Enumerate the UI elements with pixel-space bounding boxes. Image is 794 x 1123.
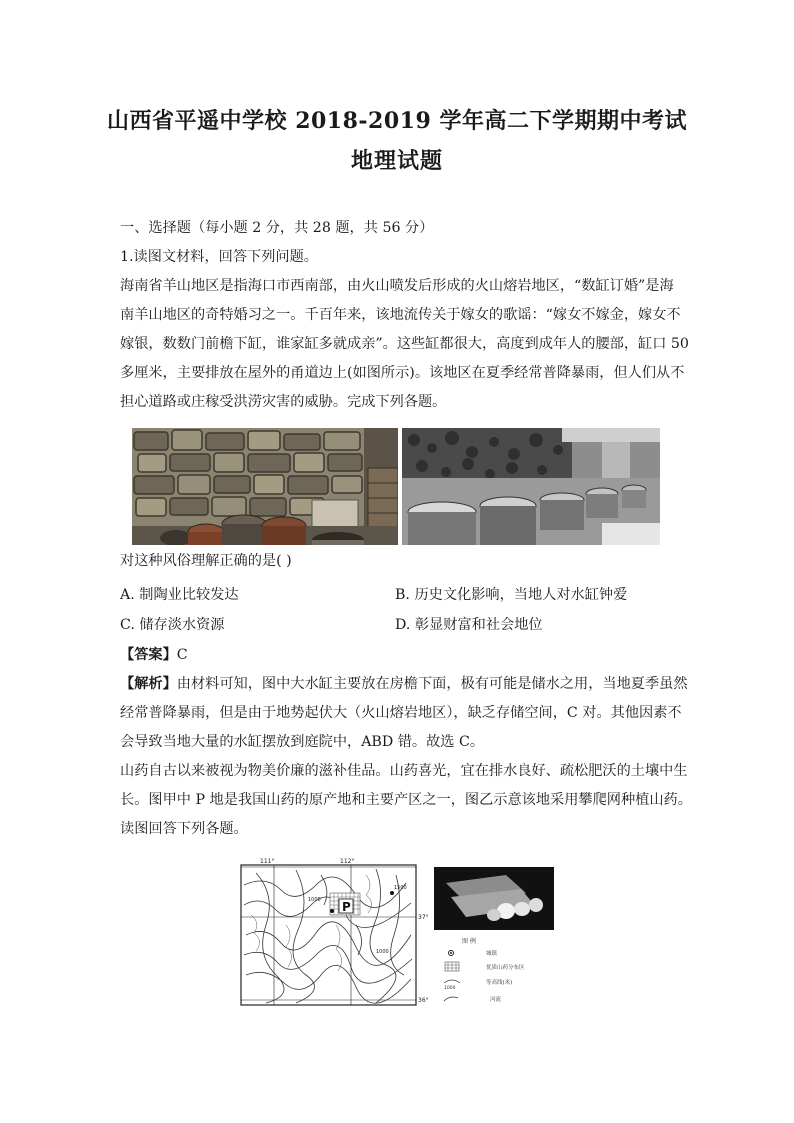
page-title: 山西省平遥中学校 2018-2019 学年高二下学期期中考试: [107, 108, 687, 134]
longitude-label: 112°: [340, 858, 355, 865]
lava-wall-jars-photo: [402, 428, 660, 545]
legend-item: 城镇: [486, 951, 498, 957]
legend-item: 等高线(米): [486, 980, 513, 986]
material-line: 海南省羊山地区是指海口市西南部，由火山喷发后形成的火山熔岩地区，“数缸订婚”是海: [120, 278, 674, 294]
question-1-answer: [120, 641, 692, 844]
jar-photos: [132, 428, 660, 545]
page-subtitle: 地理试题: [350, 148, 443, 174]
option-b: B. 历史文化影响，当地人对水缸钟爱: [395, 587, 628, 603]
question-stem: 对这种风俗理解正确的是( ): [120, 553, 292, 569]
answer-tag: 【答案】: [120, 647, 177, 663]
legend-contour-value: 1000: [444, 986, 456, 991]
analysis-text: 经常普降暴雨，但是由于地势起伏大（火山熔岩地区），缺乏存储空间，C 对。其他因素不: [120, 705, 682, 721]
analysis-line: [120, 670, 688, 699]
option-row: [120, 614, 680, 642]
material-line: 读图回答下列各题。: [120, 821, 248, 837]
answer-line: [120, 641, 676, 670]
town-marker: [330, 909, 334, 913]
analysis-tag: 【解析】: [120, 676, 177, 692]
analysis-text: 会导致当地大量的水缸摆放到庭院中，ABD 错。故选 C。: [120, 734, 485, 750]
material-line: 长。图甲中 P 地是我国山药的原产地和主要产区之一，图乙示意该地采用攀爬网种植山药。: [120, 792, 692, 808]
latitude-label: 37°: [418, 914, 429, 921]
stone-wall-jars-photo: [132, 428, 398, 545]
legend-title: 图 例: [462, 938, 476, 945]
option-a: A. 制陶业比较发达: [120, 587, 239, 603]
option-d: D. 彰显财富和社会地位: [395, 617, 543, 633]
point-p-label: P: [342, 900, 351, 914]
question-1-stem: [120, 547, 676, 576]
legend-item: 优质山药分布区: [486, 965, 525, 971]
latitude-label: 36°: [418, 997, 429, 1004]
material-line: 山药自古以来被视为物美价廉的滋补佳品。山药喜光，宜在排水良好、疏松肥沃的土壤中生: [120, 763, 688, 779]
material-line: 多厘米，主要排放在屋外的甬道边上(如图所示)。该地区在夏季经常普降暴雨，但人们从不: [120, 365, 685, 381]
material-line: 担心道路或庄稼受洪涝灾害的威胁。完成下列各题。: [120, 394, 447, 410]
legend-item: 河流: [490, 997, 502, 1003]
option-row: [120, 584, 680, 612]
question-1-text: [120, 214, 689, 417]
contour-label: 1000: [376, 949, 389, 955]
river-legend-icon: [444, 997, 458, 1001]
option-c: C. 储存淡水资源: [120, 617, 225, 633]
contour-label: 1500: [394, 885, 407, 891]
yam-photo: [434, 867, 554, 930]
section-heading: 一、选择题（每小题 2 分，共 28 题，共 56 分）: [120, 220, 434, 236]
material-line: 南羊山地区的奇特婚习之一。千百年来，该地流传关于嫁女的歌谣：“嫁女不嫁金，嫁女不: [120, 307, 681, 323]
question-intro: 1.读图文材料，回答下列问题。: [120, 249, 318, 265]
town-marker: [390, 891, 394, 895]
yam-map-figure: [236, 855, 556, 1010]
contour-legend-icon: [444, 980, 460, 983]
longitude-label: 111°: [260, 858, 275, 865]
material-line: 嫁银，数数门前檐下缸，谁家缸多就成亲”。这些缸都很大，高度到成年人的腰部，缸口 50: [120, 336, 689, 352]
analysis-text: 由材料可知，图中大水缸主要放在房檐下面，极有可能是储水之用，当地夏季虽然: [176, 676, 688, 692]
contour-label: 1000: [308, 897, 321, 903]
map-legend: [444, 937, 525, 1003]
topographic-map: [241, 858, 429, 1005]
answer-value: C: [176, 647, 188, 663]
